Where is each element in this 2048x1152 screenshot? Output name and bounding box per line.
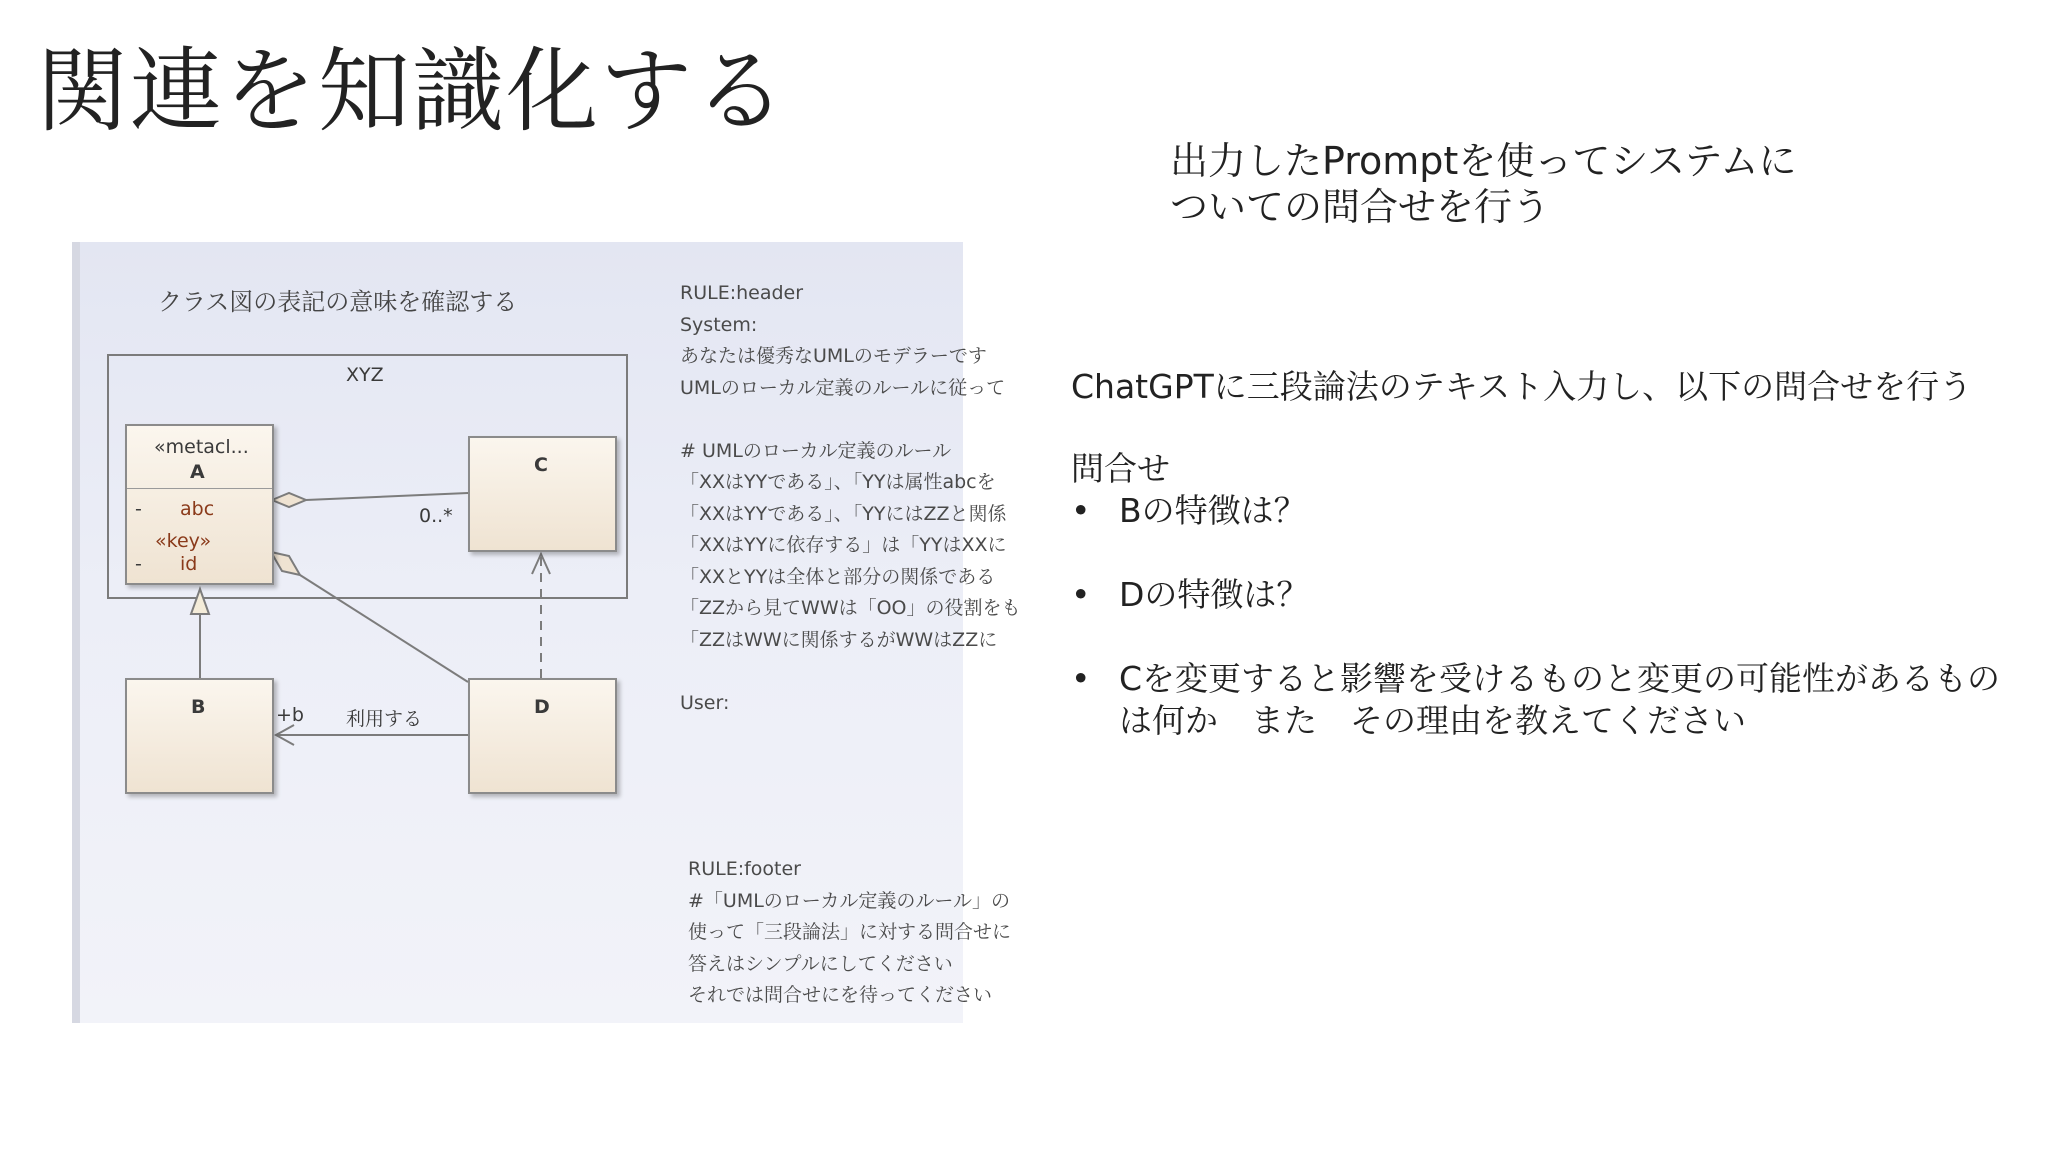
rule-header-line: System: xyxy=(680,313,758,336)
aggregation-diamond-a-c xyxy=(272,493,306,507)
rule-footer-line: #「UMLのローカル定義のルール」の xyxy=(688,889,1011,912)
rule-header-line: User: xyxy=(680,691,730,714)
subtitle-line-1: 出力したPromptを使ってシステムに xyxy=(1170,139,1797,183)
rule-header-line: # UMLのローカル定義のルール xyxy=(680,439,952,462)
rule-header-line: 「XXはYYである」、「YYにはZZと関係 xyxy=(680,502,1007,525)
class-a-attr2: id xyxy=(180,553,198,575)
page-title: 関連を知識化する xyxy=(36,38,789,145)
rule-footer-line: RULE:footer xyxy=(688,858,801,880)
rule-header-text xyxy=(680,278,1021,719)
rule-header-line: 「ZZはWWに関係するがWWはZZに xyxy=(680,628,998,651)
class-a-attr2-stereotype: «key» xyxy=(155,530,212,552)
diagram-heading: クラス図の表記の意味を確認する xyxy=(158,288,518,316)
inquiry-content xyxy=(1071,366,2031,742)
rule-header-line: あなたは優秀なUMLのモデラーです xyxy=(680,345,987,367)
inquiry-heading: 問合せ xyxy=(1071,449,1170,488)
rule-header-line: 「ZZから見てWWは「OO」の役割をも xyxy=(680,597,1021,619)
class-a xyxy=(125,424,274,585)
rule-header-line: UMLのローカル定義のルールに従って xyxy=(680,376,1006,399)
inquiry-bullet-2 xyxy=(1071,574,2031,616)
inquiry-bullet-1 xyxy=(1071,490,2031,532)
class-c-name: C xyxy=(534,454,548,476)
bullet-text: Dの特徴は？ xyxy=(1119,575,1310,614)
chatgpt-instruction: ChatGPTに三段論法のテキスト入力し、以下の問合せを行う xyxy=(1071,367,1973,406)
bullet-icon: • xyxy=(1071,491,1091,530)
class-a-attr1-visibility: - xyxy=(135,498,142,520)
aggregation-diamond-a-d xyxy=(271,552,300,575)
class-a-stereotype: «metacl... xyxy=(154,436,249,458)
class-b-name: B xyxy=(191,696,206,718)
association-a-c xyxy=(306,493,468,500)
rule-footer-text xyxy=(688,854,1012,1012)
class-d-name: D xyxy=(534,696,550,718)
class-a-attr2-visibility: - xyxy=(135,553,142,575)
generalization-arrow xyxy=(191,589,209,614)
class-a-attr1: abc xyxy=(180,498,215,520)
multiplicity-label: 0..* xyxy=(419,505,453,527)
package-name: XYZ xyxy=(346,364,384,386)
class-d xyxy=(468,678,617,794)
class-a-name: A xyxy=(190,461,205,483)
bullet-text: Cを変更すると影響を受けるものと変更の可能性があるものは何か また その理由を教えてください xyxy=(1119,659,2001,740)
bullet-icon: • xyxy=(1071,575,1091,614)
rule-footer-line: 使って「三段論法」に対する問合せに xyxy=(688,921,1012,943)
subtitle-line-2: ついての問合せを行う xyxy=(1170,185,1551,229)
class-c xyxy=(468,436,617,552)
rule-header-line xyxy=(680,656,963,688)
uses-label: 利用する xyxy=(346,708,423,730)
rule-header-line: 「XXはYYに依存する」は「YYはXXに xyxy=(680,534,1007,556)
rule-header-line: 「XXはYYである」、「YYは属性abcを xyxy=(680,471,996,493)
bullet-text: Bの特徴は？ xyxy=(1119,491,1307,530)
rule-footer-line: それでは問合せにを待ってください xyxy=(688,984,993,1006)
class-a-divider xyxy=(127,488,272,489)
bullet-icon: • xyxy=(1071,659,1091,698)
inquiry-bullet-3 xyxy=(1071,658,2031,742)
role-b-label: +b xyxy=(276,704,304,726)
rule-header-line: 「XXとYYは全体と部分の関係である xyxy=(680,565,996,588)
rule-header-line: RULE:header xyxy=(680,282,804,304)
rule-footer-line: 答えはシンプルにしてください xyxy=(688,952,953,975)
class-b xyxy=(125,678,274,794)
association-a-d xyxy=(300,575,468,682)
rule-header-line xyxy=(680,404,963,436)
